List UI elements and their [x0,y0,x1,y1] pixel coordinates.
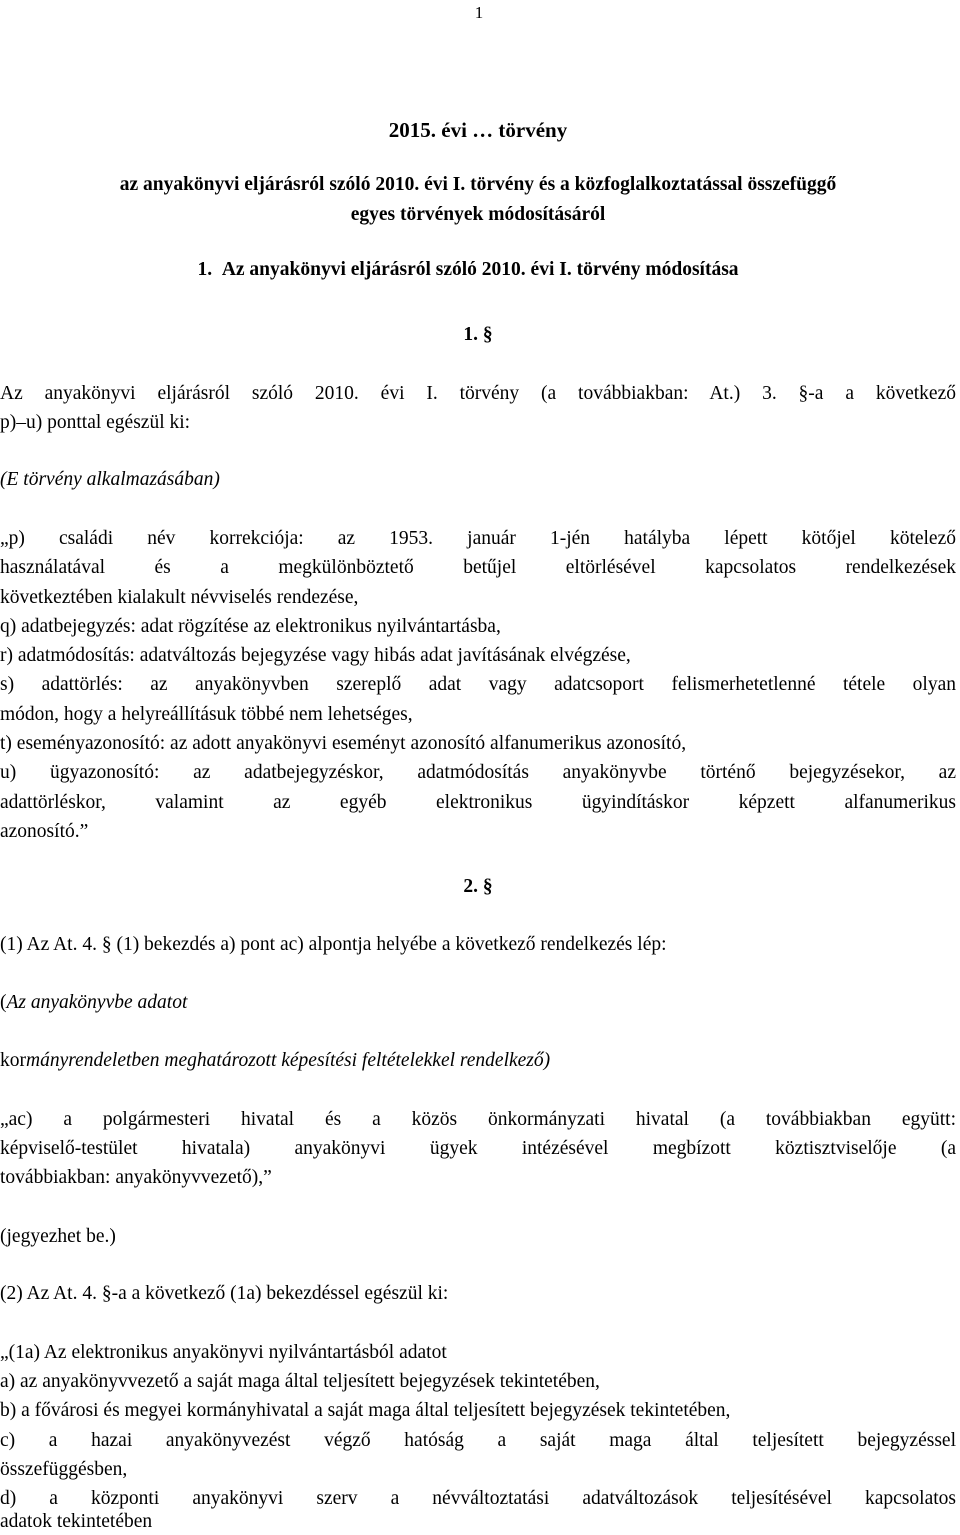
context-line-1 [0,990,956,1016]
point-ac-line-1: „ac) a polgármesteri hivatal és a közös önkormányzati hivatal (a továbbiakban együtt: [0,1109,956,1130]
point-t: t) eseményazonosító: az adott anyakönyvi eseményt azonosító alfanumerikus azonosító, [0,733,687,754]
chapter-heading: 1. Az anyakönyvi eljárásról szóló 2010. évi I. törvény módosítása [197,259,739,280]
context-line-2 [0,1048,956,1074]
page-number: 1 [474,3,484,22]
document-title: 2015. évi … törvény [388,118,568,142]
point-p-line-2: használatával és a megkülönböztető betűjel eltörlésével kapcsolatos rendelkezések [0,557,956,578]
point-ac-line-2: képviselő-testület hivatala) anyakönyvi ügyek intézésével megbízott köztisztviselője (a [0,1138,956,1159]
point-r: r) adatmódosítás: adatváltozás bejegyzése vagy hibás adat javításának elvégzése, [0,645,631,666]
point-p-line-1: „p) családi név korrekciója: az 1953. január 1-jén hatályba lépett kötőjel kötelező [0,528,956,549]
section-1-intro-line-2: p)–u) ponttal egészül ki: [0,412,191,433]
point-q: q) adatbejegyzés: adat rögzítése az elektronikus nyilvántartásba, [0,616,501,637]
point-a: a) az anyakönyvvezető a saját maga által teljesített bejegyzések tekintetében, [0,1371,600,1392]
section-1-intro-line-1: Az anyakönyvi eljárásról szóló 2010. évi I. törvény (a továbbiakban: At.) 3. §-a a következő [0,383,956,404]
section-2-paragraph-1: (1) Az At. 4. § (1) bekezdés a) pont ac) alpontja helyébe a következő rendelkezés lép: [0,934,667,955]
point-u-line-3: azonosító.” [0,821,89,842]
point-s-line-2: módon, hogy a helyreállításuk többé nem lehetséges, [0,704,413,725]
section-1-context: (E törvény alkalmazásában) [0,469,220,490]
point-c-line-2: összefüggésben, [0,1459,128,1480]
section-2-heading: 2. § [463,876,493,897]
point-s-line-1: s) adattörlés: az anyakönyvben szereplő adat vagy adatcsoport felismerhetetlenné tétele olyan [0,674,956,695]
context-text: mányrendeletben meghatározott képesítési feltételekkel rendelkező) [26,1050,551,1071]
section-1-heading: 1. § [463,324,493,345]
context-lead: kor [0,1050,26,1071]
context-line-3: (jegyezhet be.) [0,1226,116,1247]
point-u-line-2: adattörléskor, valamint az egyéb elektronikus ügyindításkor képzett alfanumerikus [0,792,956,813]
context-text: Az anyakönyvbe adatot [6,992,188,1013]
point-c-line-1: c) a hazai anyakönyvezést végző hatóság a saját maga által teljesített bejegyzéssel [0,1430,956,1451]
point-d-line-1: d) a központi anyakönyvi szerv a névváltoztatási adatváltozások teljesítésével kapcsolatos [0,1488,956,1509]
point-p-line-3: következtében kialakult névviselés rendezése, [0,587,359,608]
document-subtitle-line-1: az anyakönyvi eljárásról szóló 2010. évi I. törvény és a közfoglalkoztatással összefüggő [119,174,837,195]
point-d-line-2: adatok tekintetében [0,1511,153,1532]
point-ac-line-3: továbbiakban: anyakönyvvezető),” [0,1167,272,1188]
point-b: b) a fővárosi és megyei kormányhivatal a saját maga által teljesített bejegyzések tekintetében, [0,1400,731,1421]
context-open-paren: ( [0,992,7,1013]
paragraph-1a: „(1a) Az elektronikus anyakönyvi nyilvántartásból adatot [0,1342,447,1363]
point-u-line-1: u) ügyazonosító: az adatbejegyzéskor, adatmódosítás anyakönyvbe történő bejegyzésekor, az [0,762,956,783]
document-subtitle-line-2: egyes törvények módosításáról [350,204,606,225]
section-2-paragraph-2: (2) Az At. 4. §-a a következő (1a) bekezdéssel egészül ki: [0,1283,449,1304]
